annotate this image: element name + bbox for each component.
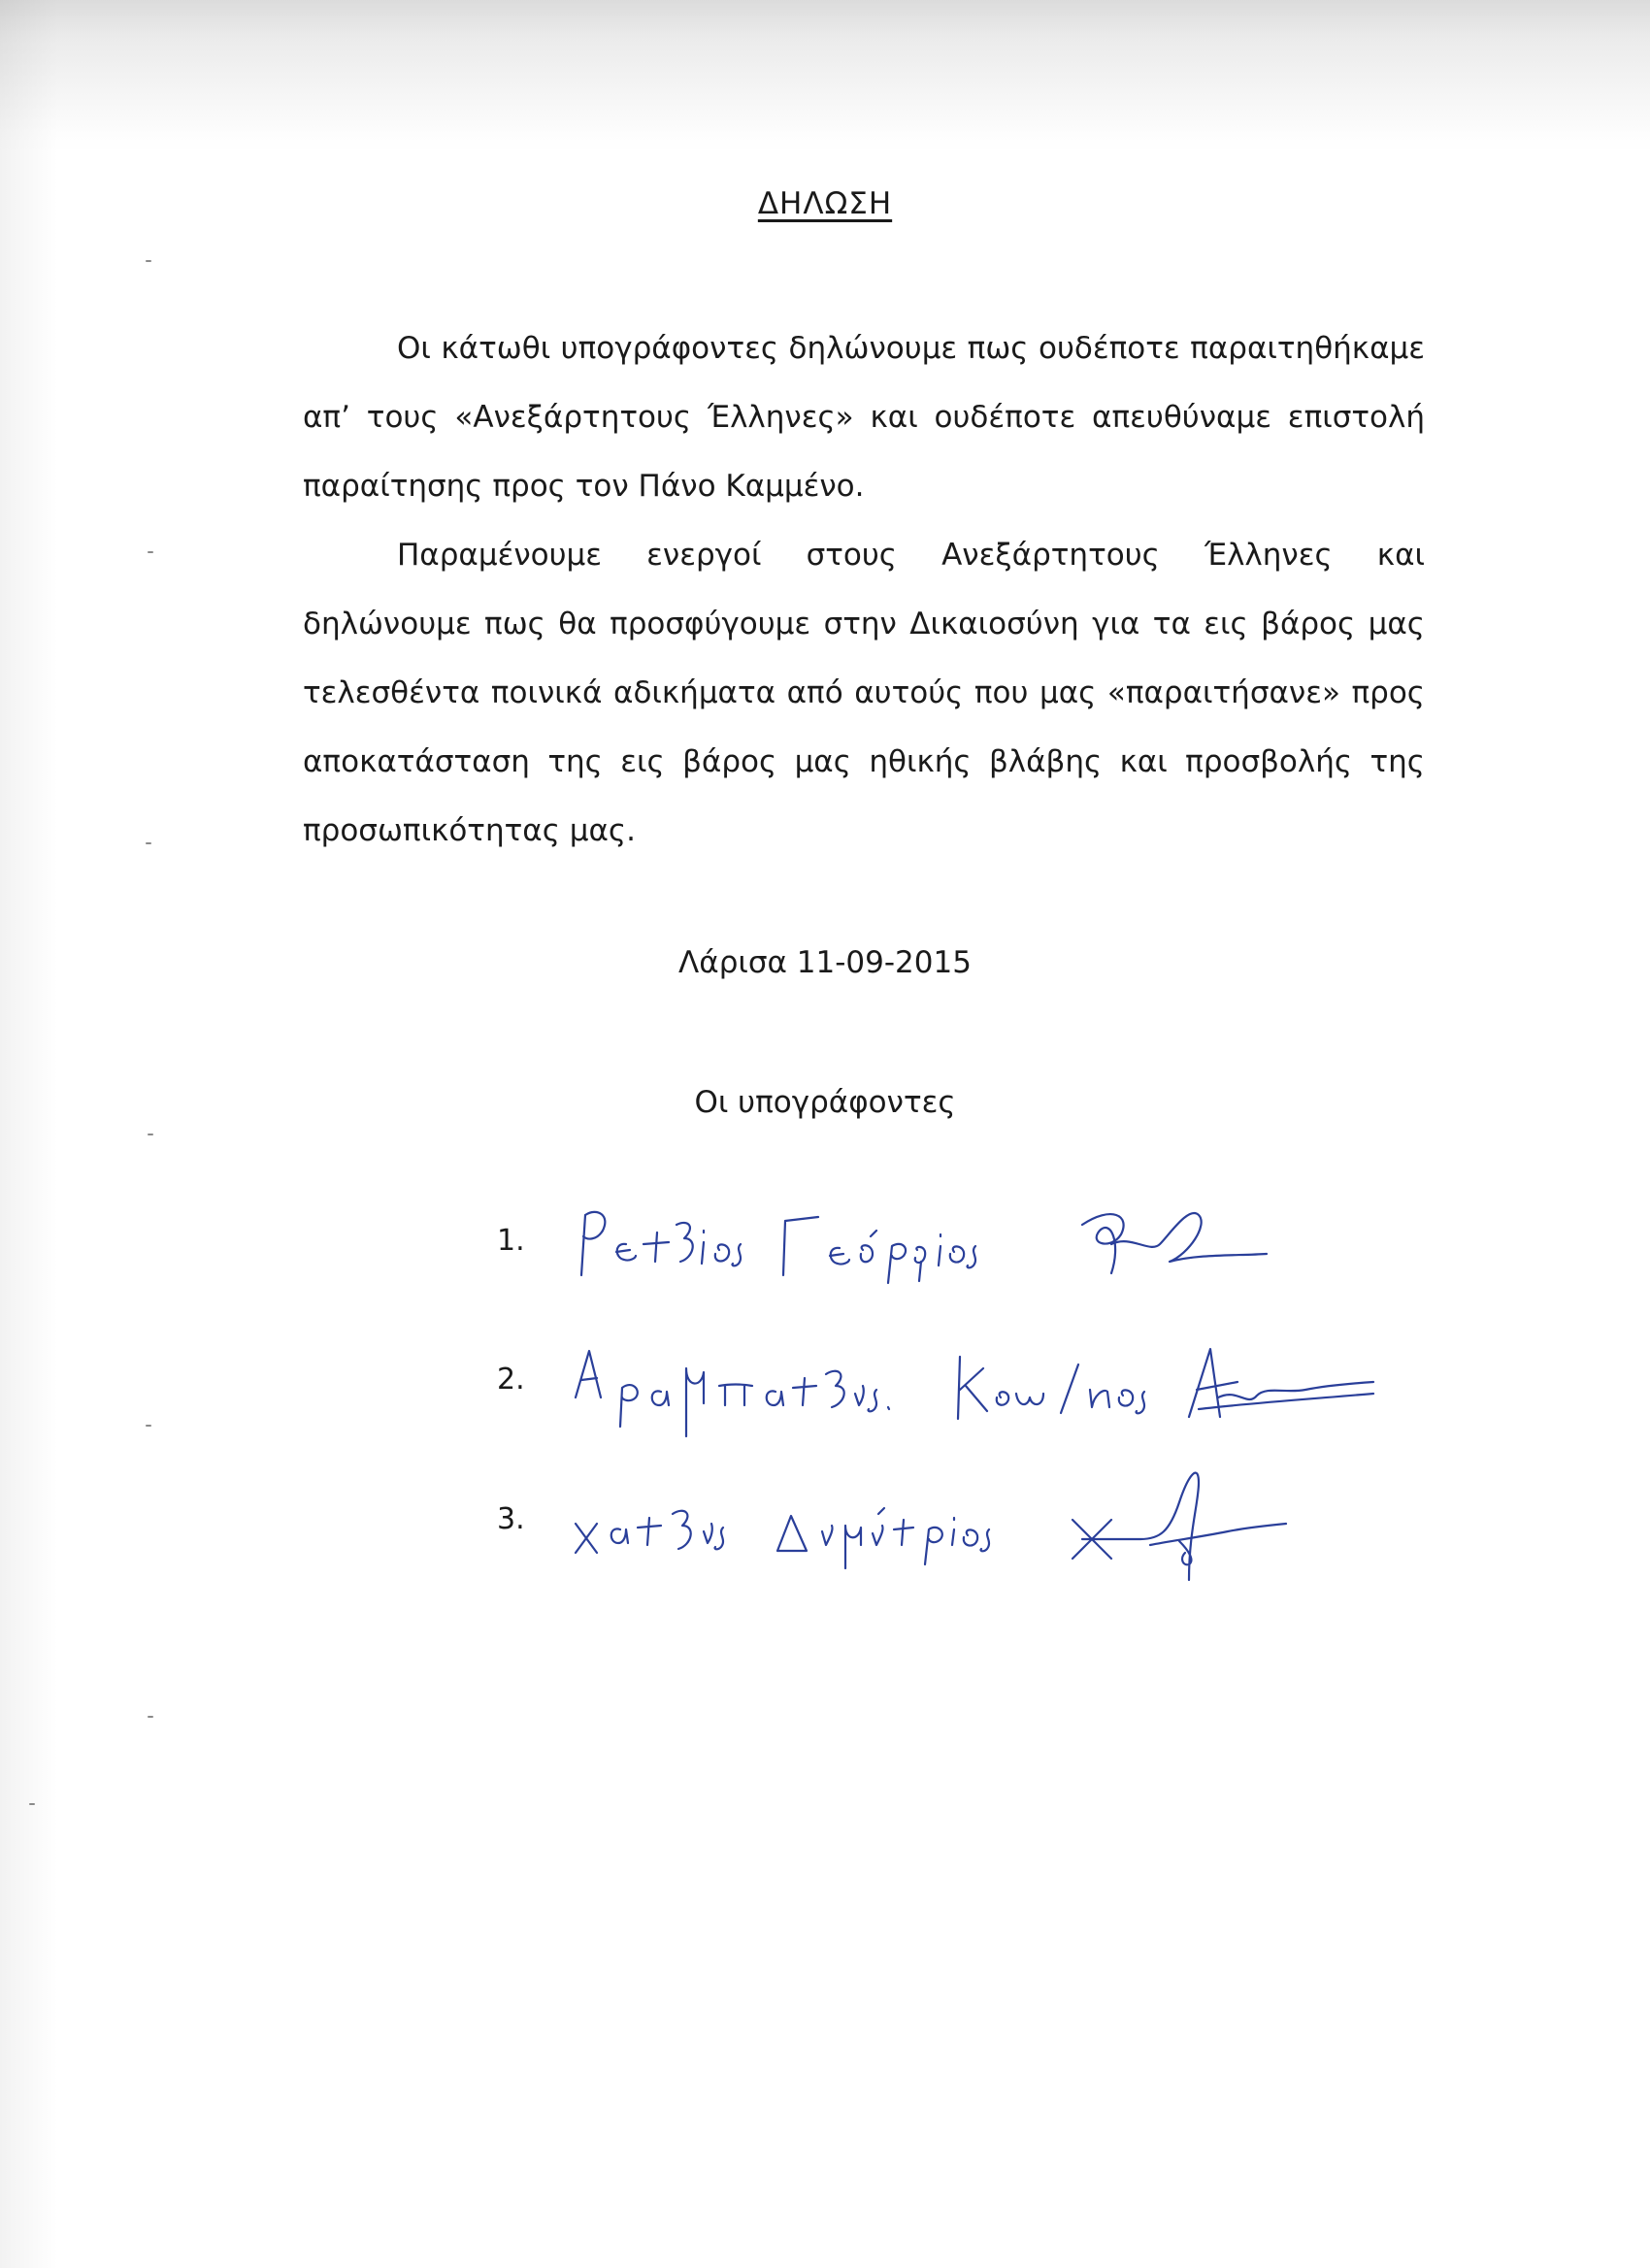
scan-shadow-left [0, 0, 58, 2268]
handwritten-name-1 [568, 1186, 1286, 1293]
scan-speck [29, 1803, 35, 1805]
paragraph-2-text: Παραμένουμε ενεργοί στους Ανεξάρτητους Έλληνες και δηλώνουμε πως θα προσφύγουμε στην Δικαιοσύνη για τα εις βάρος μας τελεσθέντα ποινικά αδικήματα από αυτούς που μας «παραιτήσανε» προς αποκατάσταση της εις βάρος μας ηθικής βλάβης και προσβολής της προσωπικότητας μας. [303, 538, 1425, 848]
scan-speck [148, 1716, 153, 1718]
signatory-row [497, 1224, 555, 1282]
signatory-row [497, 1363, 555, 1421]
scan-speck [146, 1425, 151, 1427]
scan-speck [146, 842, 151, 844]
paragraph-intent [303, 521, 1425, 866]
handwritten-name-3 [568, 1444, 1305, 1590]
signatory-row [497, 1502, 555, 1561]
document-title: ΔΗΛΩΣΗ [757, 186, 893, 221]
signatory-number: 2. [497, 1363, 525, 1397]
scan-speck [146, 260, 151, 262]
signers-heading: Οι υπογράφοντες [694, 1085, 956, 1120]
scan-shadow-top [0, 0, 1650, 155]
scan-speck [148, 551, 153, 553]
place-and-date: Λάρισα 11-09-2015 [678, 945, 972, 980]
signatory-number: 1. [497, 1224, 525, 1258]
paragraph-1-text: Οι κάτωθι υπογράφοντες δηλώνουμε πως ουδέποτε παραιτηθήκαμε απ’ τους «Ανεξάρτητους Έλληνες» και ουδέποτε απευθύναμε επιστολή παραίτησης προς τον Πάνο Καμμένο. [303, 331, 1425, 504]
signatory-number: 3. [497, 1502, 525, 1536]
paragraph-declaration [303, 314, 1425, 521]
handwritten-name-2 [568, 1330, 1383, 1446]
scan-speck [148, 1134, 153, 1135]
